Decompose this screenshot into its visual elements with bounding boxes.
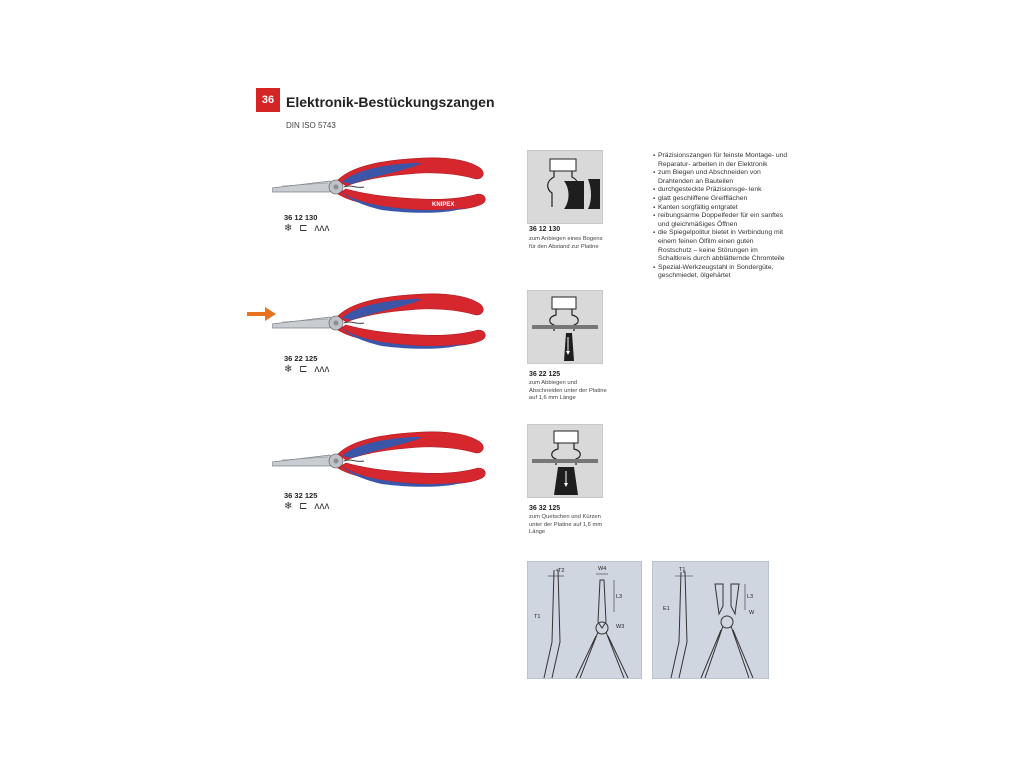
caption-text: zum Quetschen und Kürzen unter der Platine auf 1,6 mm Länge [529,514,603,535]
snowflake-icon: ❄ [284,364,293,375]
caption-text: zum Anbiegen eines Bogens für den Abstand zur Platine [529,236,603,250]
feature-icons [284,364,333,375]
spring-clip-icon: ⊏ [299,501,308,512]
list-item: ▪ zum Biegen und Abschneiden von Drahtenden an Bauteilen [653,169,788,186]
page-title: Elektronik-Bestückungszangen [286,94,495,110]
spring-clip-icon: ⊏ [299,223,308,234]
zigzag-spring-icon: ʌʌʌ [314,501,330,512]
plier-image-36-12-130 [272,148,490,220]
product-number: 36 12 130 [284,213,318,222]
spring-clip-icon: ⊏ [299,364,308,375]
page-subtitle: DIN ISO 5743 [286,121,336,130]
list-item: ▪ reibungsarme Doppelfeder für ein sanftes und gleichmäßiges Öffnen [653,212,788,229]
product-number: 36 22 125 [284,354,318,363]
snowflake-icon: ❄ [284,223,293,234]
svg-text:W3: W3 [616,624,625,630]
caption-number: 36 12 130 [529,226,561,233]
snowflake-icon: ❄ [284,501,293,512]
list-item: ▪ Kanten sorgfältig entgratet [653,204,788,213]
brand-logo: KNIPEX [432,202,455,208]
plier-image-36-22-125 [272,284,490,356]
list-item: ▪ die Spiegelpolitur bietet in Verbindung mit einem feinen Ölfilm einen guten Rostschutz – keine Störungen im Schaltkreis durch abblätternde Chromteile [653,229,788,263]
product-number: 36 32 125 [284,491,318,500]
zigzag-spring-icon: ʌʌʌ [314,364,330,375]
list-item: ▪ Präzisionszangen für feinste Montage- und Reparatur- arbeiten in der Elektronik [653,152,788,169]
dimension-drawing-right [652,561,769,679]
caption-number: 36 22 125 [529,371,561,378]
dimension-drawing-left [527,561,642,679]
svg-text:L3: L3 [616,594,623,600]
svg-text:T1: T1 [534,614,541,620]
plier-image-36-32-125 [272,422,490,494]
svg-text:W: W [749,610,755,616]
svg-text:W4: W4 [598,566,607,572]
caption-text: zum Abbiegen und Abschneiden unter der Platine auf 1,6 mm Länge [529,380,607,401]
list-item: ▪ Spezial-Werkzeugstahl in Sondergüte, geschmiedet, ölgehärtet [653,264,788,281]
list-item: ▪ glatt geschliffene Greifflächen [653,195,788,204]
bending-illustration-3 [527,424,603,498]
zigzag-spring-icon: ʌʌʌ [314,223,330,234]
svg-text:L3: L3 [747,594,754,600]
feature-icons [284,223,333,234]
svg-text:E1: E1 [663,606,670,612]
bending-illustration-1 [527,150,603,224]
feature-list [653,152,788,281]
page-number-badge: 36 [256,88,280,112]
list-item: ▪ durchgesteckte Präzisionsge- lenk [653,186,788,195]
caption-number: 36 32 125 [529,505,561,512]
bending-illustration-2 [527,290,603,364]
svg-text:T2: T2 [558,568,565,574]
feature-icons [284,501,333,512]
svg-text:T1: T1 [679,567,686,573]
